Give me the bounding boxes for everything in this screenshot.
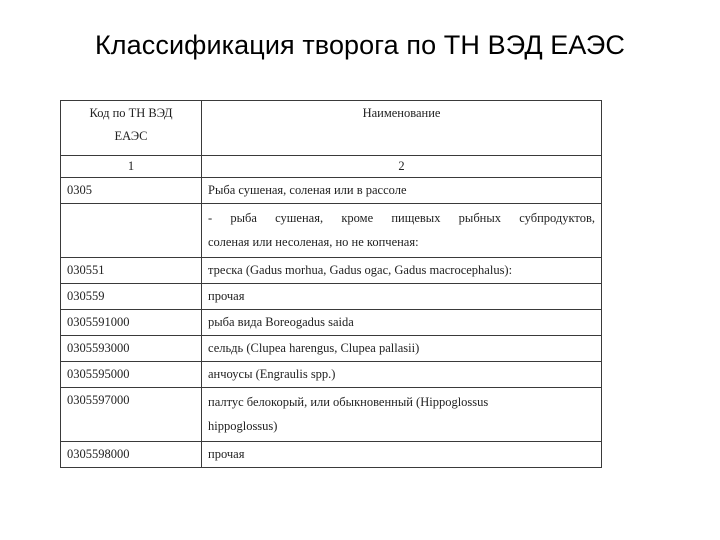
header-code-line2: ЕАЭС	[114, 129, 148, 143]
row-name-line1: - рыба сушеная, кроме пищевых рыбных субпродуктов,	[208, 211, 595, 225]
row-name-line1: палтус белокорый, или обыкновенный (Hippoglossus	[208, 395, 489, 409]
row-name: прочая	[202, 442, 602, 468]
table-row	[61, 362, 602, 388]
table-row	[61, 284, 602, 310]
header-name: Наименование	[202, 101, 602, 156]
column-number-2: 2	[202, 156, 602, 178]
classification-table	[60, 100, 602, 468]
table-row	[61, 258, 602, 284]
row-name: прочая	[202, 284, 602, 310]
row-code: 0305598000	[61, 442, 202, 468]
header-code	[61, 101, 202, 156]
table-row	[61, 388, 602, 442]
row-code: 030559	[61, 284, 202, 310]
row-name: анчоусы (Engraulis spp.)	[202, 362, 602, 388]
table-row	[61, 178, 602, 204]
classification-table-wrap	[60, 100, 601, 468]
row-code: 0305591000	[61, 310, 202, 336]
row-code: 0305595000	[61, 362, 202, 388]
table-header-row	[61, 101, 602, 156]
row-name: сельдь (Clupea harengus, Clupea pallasii)	[202, 336, 602, 362]
row-code: 0305	[61, 178, 202, 204]
row-name: рыба вида Boreogadus saida	[202, 310, 602, 336]
table-row	[61, 204, 602, 258]
slide-title: Классификация творога по ТН ВЭД ЕАЭС	[94, 30, 626, 60]
header-code-line1: Код по ТН ВЭД	[89, 106, 173, 120]
row-name	[202, 388, 602, 442]
table-row	[61, 442, 602, 468]
table-row	[61, 336, 602, 362]
column-number-row	[61, 156, 602, 178]
row-code: 0305597000	[61, 388, 202, 442]
row-name: треска (Gadus morhua, Gadus ogac, Gadus macrocephalus):	[202, 258, 602, 284]
row-name-line2: hippoglossus)	[208, 419, 278, 433]
row-code: 0305593000	[61, 336, 202, 362]
row-code	[61, 204, 202, 258]
table-row	[61, 310, 602, 336]
row-name	[202, 204, 602, 258]
row-name: Рыба сушеная, соленая или в рассоле	[202, 178, 602, 204]
column-number-1: 1	[61, 156, 202, 178]
row-name-line2: соленая или несоленая, но не копченая:	[208, 235, 419, 249]
row-code: 030551	[61, 258, 202, 284]
